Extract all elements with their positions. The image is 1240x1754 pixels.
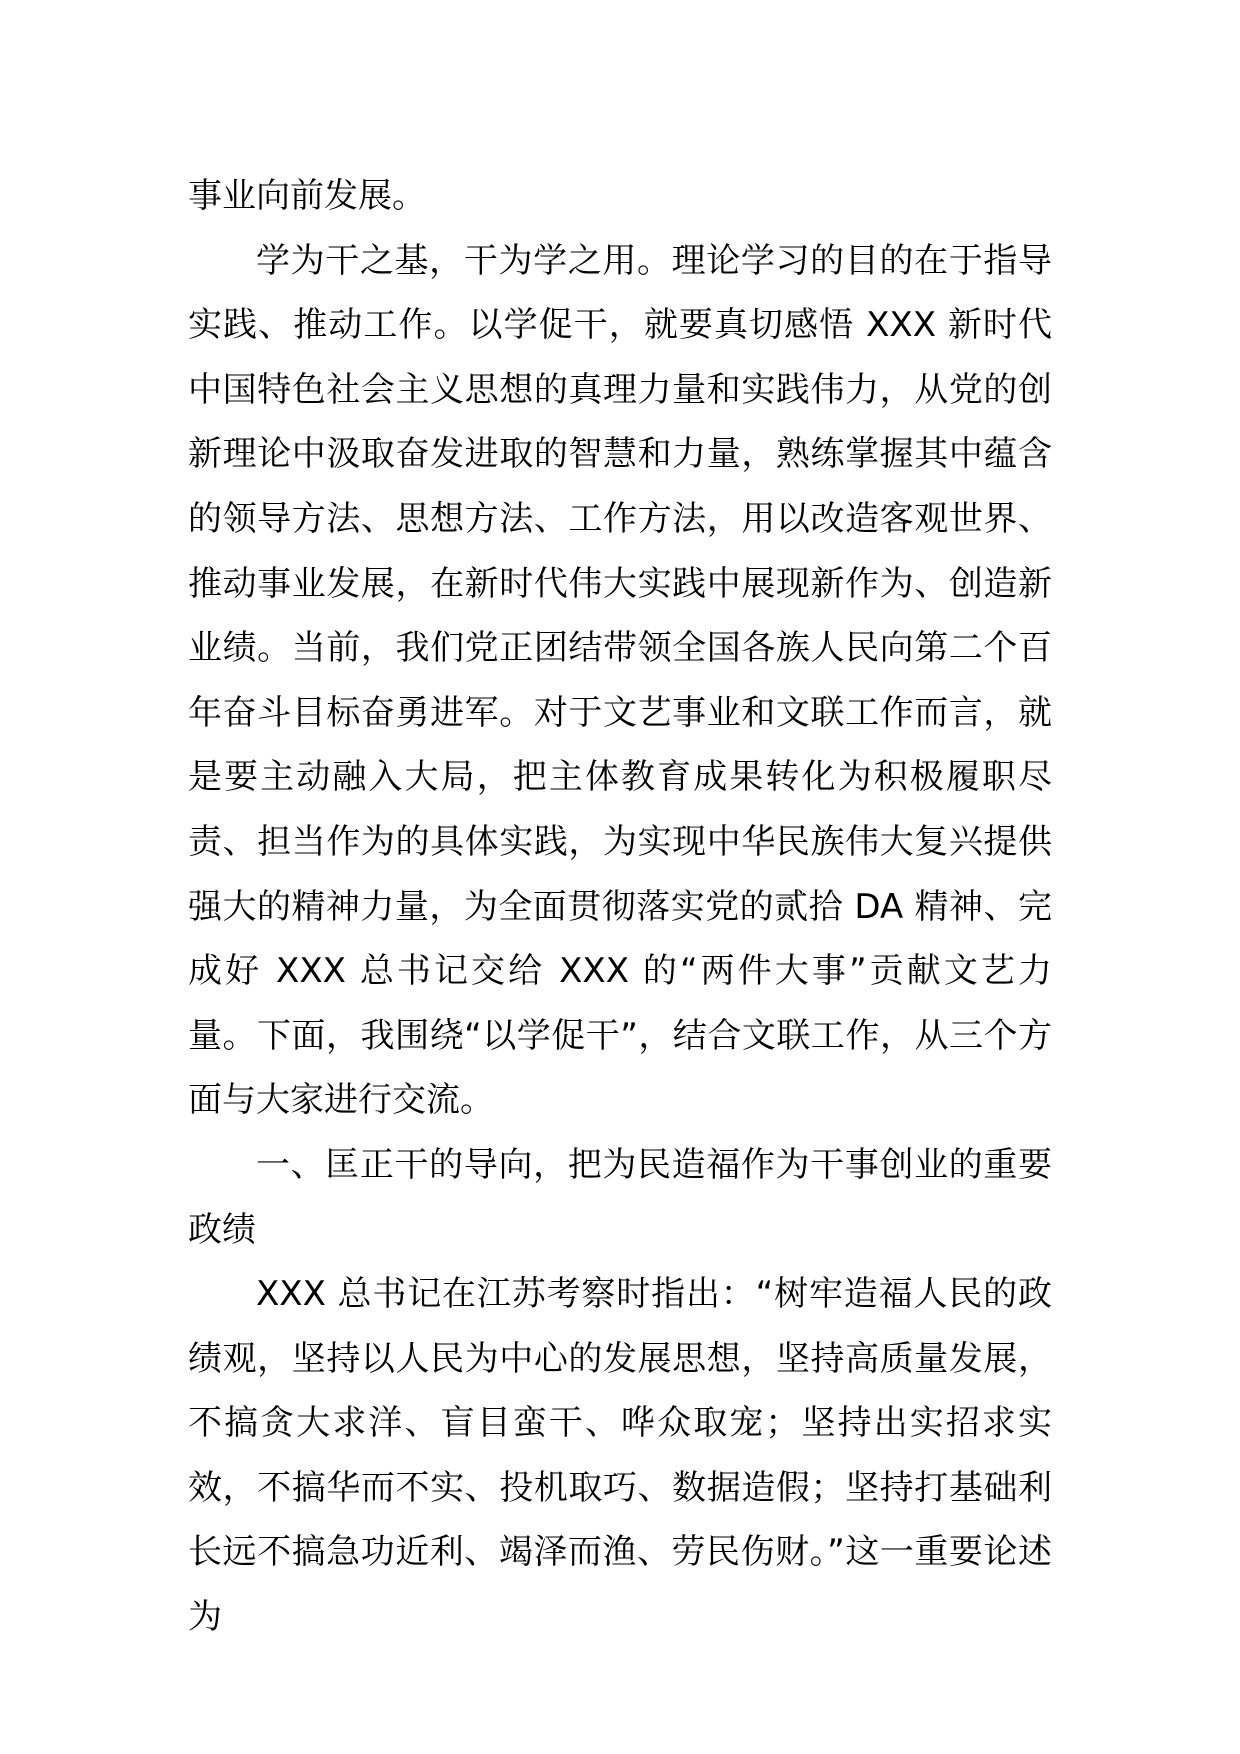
paragraph-jiangsu-inspection: XXX 总书记在江苏考察时指出：“树牢造福人民的政绩观，坚持以人民为中心的发展思想，坚持高质量发展，不搞贪大求洋、盲目蛮干、哗众取宠；坚持出实招求实效，不搞华而不实、投机取巧、数据造假；坚持打基础利长远不搞急功近利、竭泽而渔、劳民伤财。”这一重要论述为 [188, 1274, 1052, 1638]
paragraph-continuation: 事业向前发展。 [188, 176, 426, 216]
section-heading-one: 一、匡正干的导向，把为民造福作为干事创业的重要政绩 [188, 1144, 1052, 1250]
document-page [188, 164, 1052, 1650]
paragraph-study-and-work: 学为干之基，干为学之用。理论学习的目的在于指导实践、推动工作。以学促干，就要真切感悟 XXX 新时代中国特色社会主义思想的真理力量和实践伟力，从党的创新理论中汲取奋发进取的智慧和力量，熟练掌握其中蕴含的领导方法、思想方法、工作方法，用以改造客观世界、推动事业发展，在新时代伟大实践中展现新作为、创造新业绩。当前，我们党正团结带领全国各族人民向第二个百年奋斗目标奋勇进军。对于文艺事业和文联工作而言，就是要主动融入大局，把主体教育成果转化为积极履职尽责、担当作为的具体实践，为实现中华民族伟大复兴提供强大的精神力量，为全面贯彻落实党的贰拾 DA 精神、完成好 XXX 总书记交给 XXX 的“两件大事”贡献文艺力量。下面，我围绕“以学促干”，结合文联工作，从三个方面与大家进行交流。 [188, 240, 1052, 1121]
